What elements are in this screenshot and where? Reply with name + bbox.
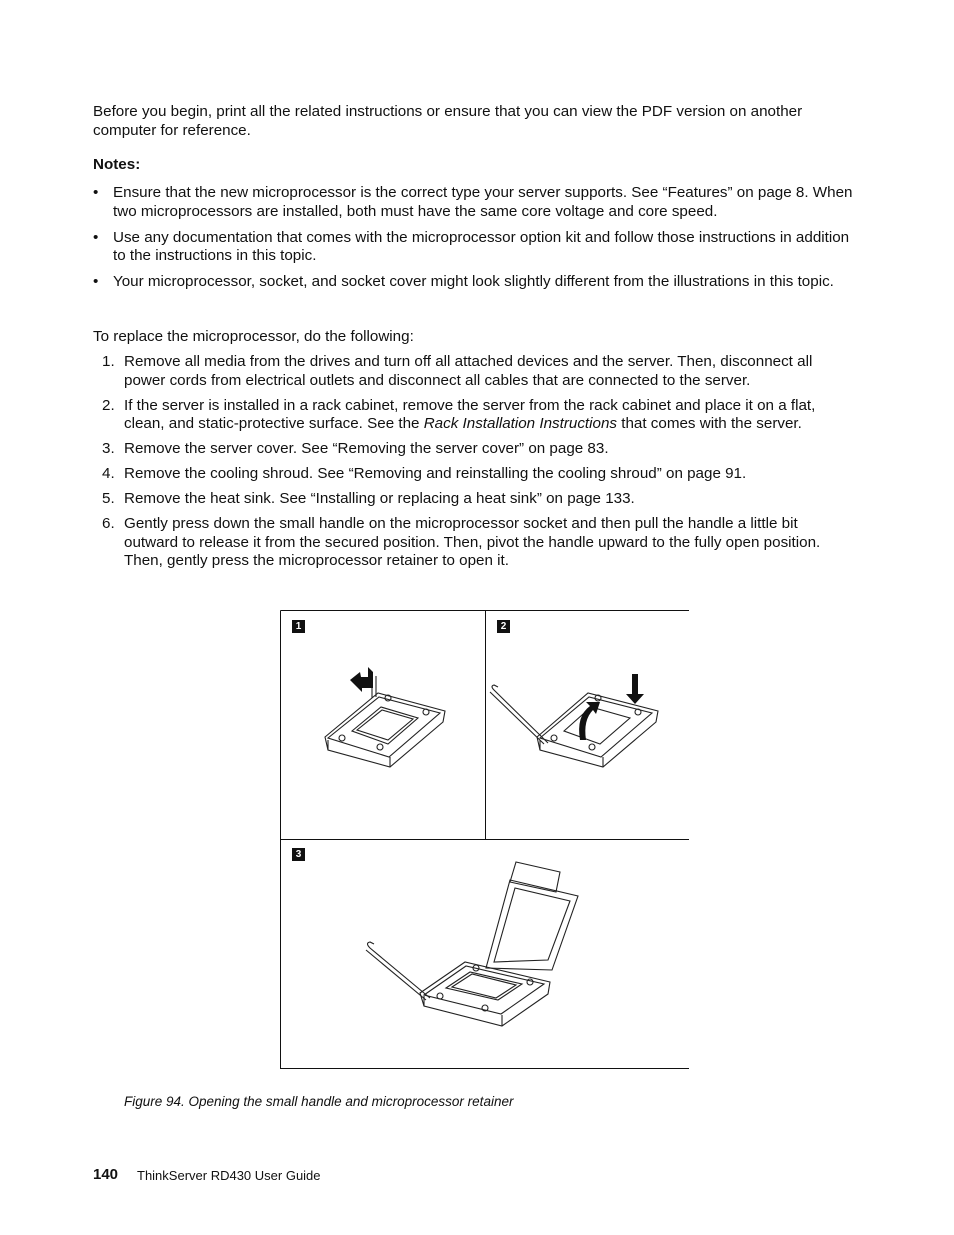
procedure-steps	[93, 353, 853, 577]
lift-arrow-icon	[579, 702, 600, 740]
bullet-icon: •	[93, 184, 99, 201]
step-text: Gently press down the small handle on the microprocessor socket and then pull the handle a little bit outward to release it from the secured position. Then, pivot the handle upward to the fully open position. Then, gently press the microprocessor retainer to open it.	[124, 515, 821, 569]
procedure-intro: To replace the microprocessor, do the following:	[93, 328, 414, 345]
step-number: 2.	[102, 396, 115, 414]
list-item	[93, 440, 853, 459]
down-arrow-icon	[626, 674, 644, 704]
step-number: 5.	[102, 490, 115, 507]
rack-instructions-title: Rack Installation Instructions	[423, 415, 618, 432]
notes-heading: Notes:	[93, 156, 141, 173]
step-number: 6.	[102, 515, 115, 532]
note-text: Ensure that the new microprocessor is the correct type your server supports. See “Features” on page 8. When two microprocessors are installed, both must have the same core voltage and core speed.	[113, 184, 853, 220]
page-number: 140	[93, 1166, 119, 1183]
figure-94	[280, 610, 689, 1069]
step-text: Remove the cooling shroud. See “Removing and reinstalling the cooling shroud” on page 91.	[124, 465, 747, 482]
list-item	[93, 515, 853, 571]
list-item	[93, 184, 853, 221]
step-number: 1.	[102, 353, 115, 370]
bullet-icon: •	[93, 228, 99, 246]
figure-caption: Figure 94. Opening the small handle and microprocessor retainer	[124, 1094, 514, 1109]
panel-label-3: 3	[292, 848, 305, 861]
step-text: If the server is installed in a rack cabinet, remove the server from the rack cabinet and place it on a flat, clean, and static-protective surface. See the	[124, 396, 816, 432]
list-item	[93, 229, 853, 266]
intro-paragraph: Before you begin, print all the related instructions or ensure that you can view the PDF version on another computer for reference.	[93, 103, 803, 139]
figure-illustration	[280, 610, 689, 1069]
note-text: Your microprocessor, socket, and socket cover might look slightly different from the illustrations in this topic.	[113, 273, 834, 290]
list-item	[93, 397, 853, 434]
step-text: Remove the server cover. See “Removing the server cover” on page 83.	[124, 440, 609, 457]
socket-closed-illustration	[325, 676, 445, 767]
list-item	[93, 490, 853, 509]
list-item	[93, 465, 853, 484]
step-text: that comes with the server.	[617, 415, 802, 432]
step-number: 4.	[102, 465, 115, 482]
panel-label-1: 1	[292, 620, 305, 633]
panel-label-2: 2	[497, 620, 510, 633]
footer-title: ThinkServer RD430 User Guide	[137, 1168, 321, 1183]
socket-retainer-open-illustration	[366, 862, 578, 1026]
note-text: Use any documentation that comes with the microprocessor option kit and follow those instructions in addition to the instructions in this topic.	[113, 228, 850, 264]
list-item	[93, 353, 853, 390]
notes-list	[93, 184, 853, 299]
list-item	[93, 273, 853, 292]
step-text: Remove the heat sink. See “Installing or replacing a heat sink” on page 133.	[124, 490, 635, 507]
release-arrow-icon	[350, 667, 373, 692]
step-number: 3.	[102, 440, 115, 457]
step-text: Remove all media from the drives and turn off all attached devices and the server. Then, disconnect all power cords from electrical outlets and disconnect all cables that are connected to the server.	[124, 353, 813, 389]
bullet-icon: •	[93, 273, 99, 290]
